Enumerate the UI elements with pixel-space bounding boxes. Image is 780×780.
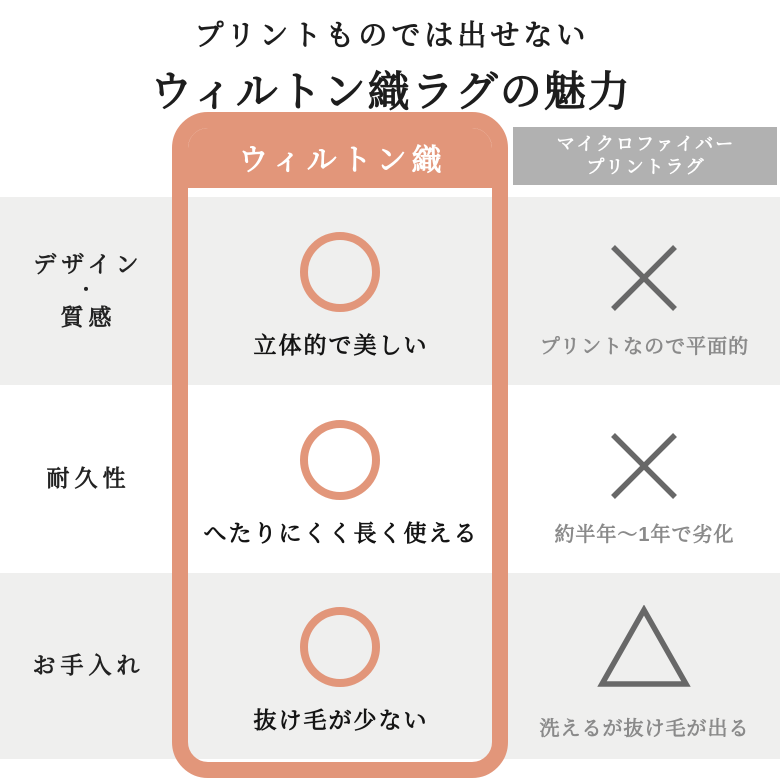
row-label-maintenance: [0, 573, 172, 759]
wilton-caption: へたりにくく長く使える: [203, 520, 479, 546]
row-label-durability: [0, 385, 172, 573]
wilton-cell-design: [172, 202, 508, 390]
circle-icon: [300, 420, 380, 500]
row-label-line: 質感: [60, 303, 117, 330]
wilton-cell-durability: [172, 390, 508, 578]
cross-icon: [609, 243, 679, 313]
print-header-line1: マイクロファイバー: [556, 133, 736, 154]
circle-icon: [300, 607, 380, 687]
wilton-caption: 立体的で美しい: [253, 332, 429, 358]
page-title: ウィルトン織ラグの魅力: [150, 68, 632, 115]
table-row-design: [0, 197, 780, 385]
print-caption: 約半年〜1年で劣化: [554, 524, 735, 546]
wilton-column-header: ウィルトン織: [186, 126, 494, 188]
print-caption: 洗えるが抜け毛が出る: [539, 718, 750, 740]
print-cell-design: [508, 207, 780, 395]
print-cell-maintenance: [508, 583, 780, 769]
row-label-design: [0, 197, 172, 385]
triangle-icon: [597, 605, 691, 689]
circle-icon: [300, 232, 380, 312]
row-label-line: 耐久性: [46, 465, 131, 492]
row-label-line: デザイン: [33, 250, 144, 277]
wilton-caption: 抜け毛が少ない: [253, 707, 429, 733]
title-block: [0, 0, 780, 119]
print-caption: プリントなので平面的: [539, 336, 750, 358]
print-cell-durability: [508, 395, 780, 583]
table-row-durability: [0, 385, 780, 573]
wilton-cell-maintenance: [172, 578, 508, 764]
cross-icon: [609, 431, 679, 501]
row-label-separator-dot: ・: [76, 280, 100, 301]
title-subtitle: プリントものでは出せない: [194, 20, 590, 52]
print-column-header: [513, 127, 777, 185]
row-label-line: お手入れ: [32, 652, 145, 679]
table-row-maintenance: [0, 573, 780, 759]
print-header-line2: プリントラグ: [586, 157, 706, 177]
